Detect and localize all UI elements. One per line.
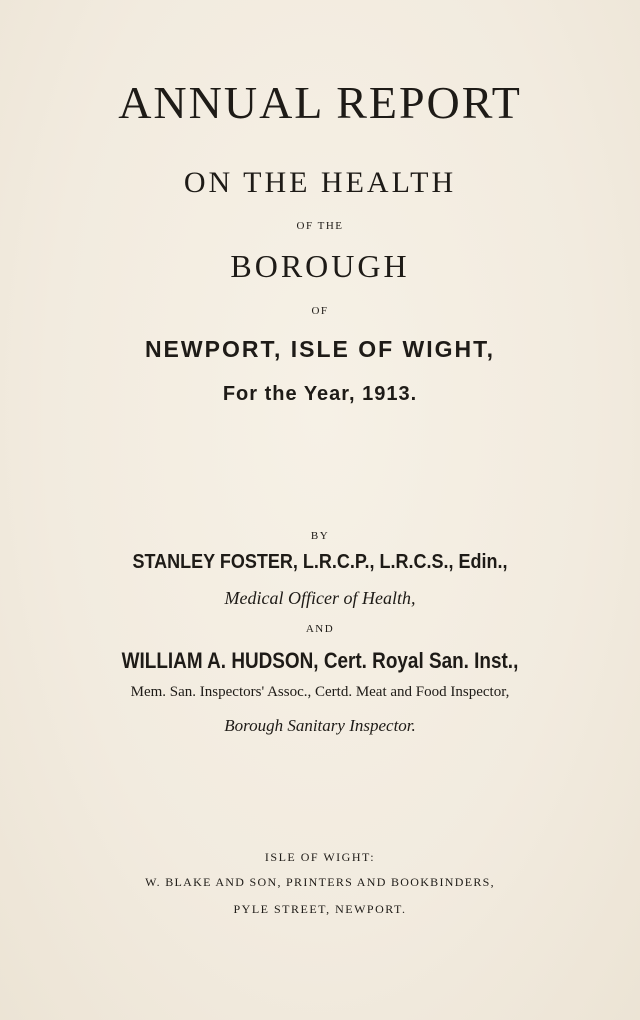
year-line: For the Year, 1913.: [222, 383, 418, 405]
of-connector: OF: [311, 305, 329, 317]
imprint-address: PYLE STREET, NEWPORT.: [233, 902, 407, 916]
author1-role: Medical Officer of Health,: [224, 588, 416, 608]
imprint-location: ISLE OF WIGHT:: [264, 850, 376, 864]
author2-name: WILLIAM A. HUDSON, Cert. Royal San. Inst.,: [121, 648, 519, 673]
author2-role: Borough Sanitary Inspector.: [224, 716, 416, 735]
borough-heading: BOROUGH: [230, 248, 410, 284]
author1-name: STANLEY FOSTER, L.R.C.P., L.R.C.S., Edin.,: [132, 551, 508, 573]
imprint-printer: W. BLAKE AND SON, PRINTERS AND BOOKBINDERS,: [145, 875, 495, 889]
place-name: NEWPORT, ISLE OF WIGHT,: [144, 336, 496, 362]
of-the-connector: OF THE: [296, 220, 344, 232]
by-connector: BY: [310, 530, 330, 542]
author2-credentials: Mem. San. Inspectors' Assoc., Certd. Meat and Food Inspector,: [130, 684, 510, 700]
and-connector: AND: [305, 623, 335, 635]
subtitle: ON THE HEALTH: [183, 166, 457, 199]
main-title: ANNUAL REPORT: [118, 77, 522, 128]
